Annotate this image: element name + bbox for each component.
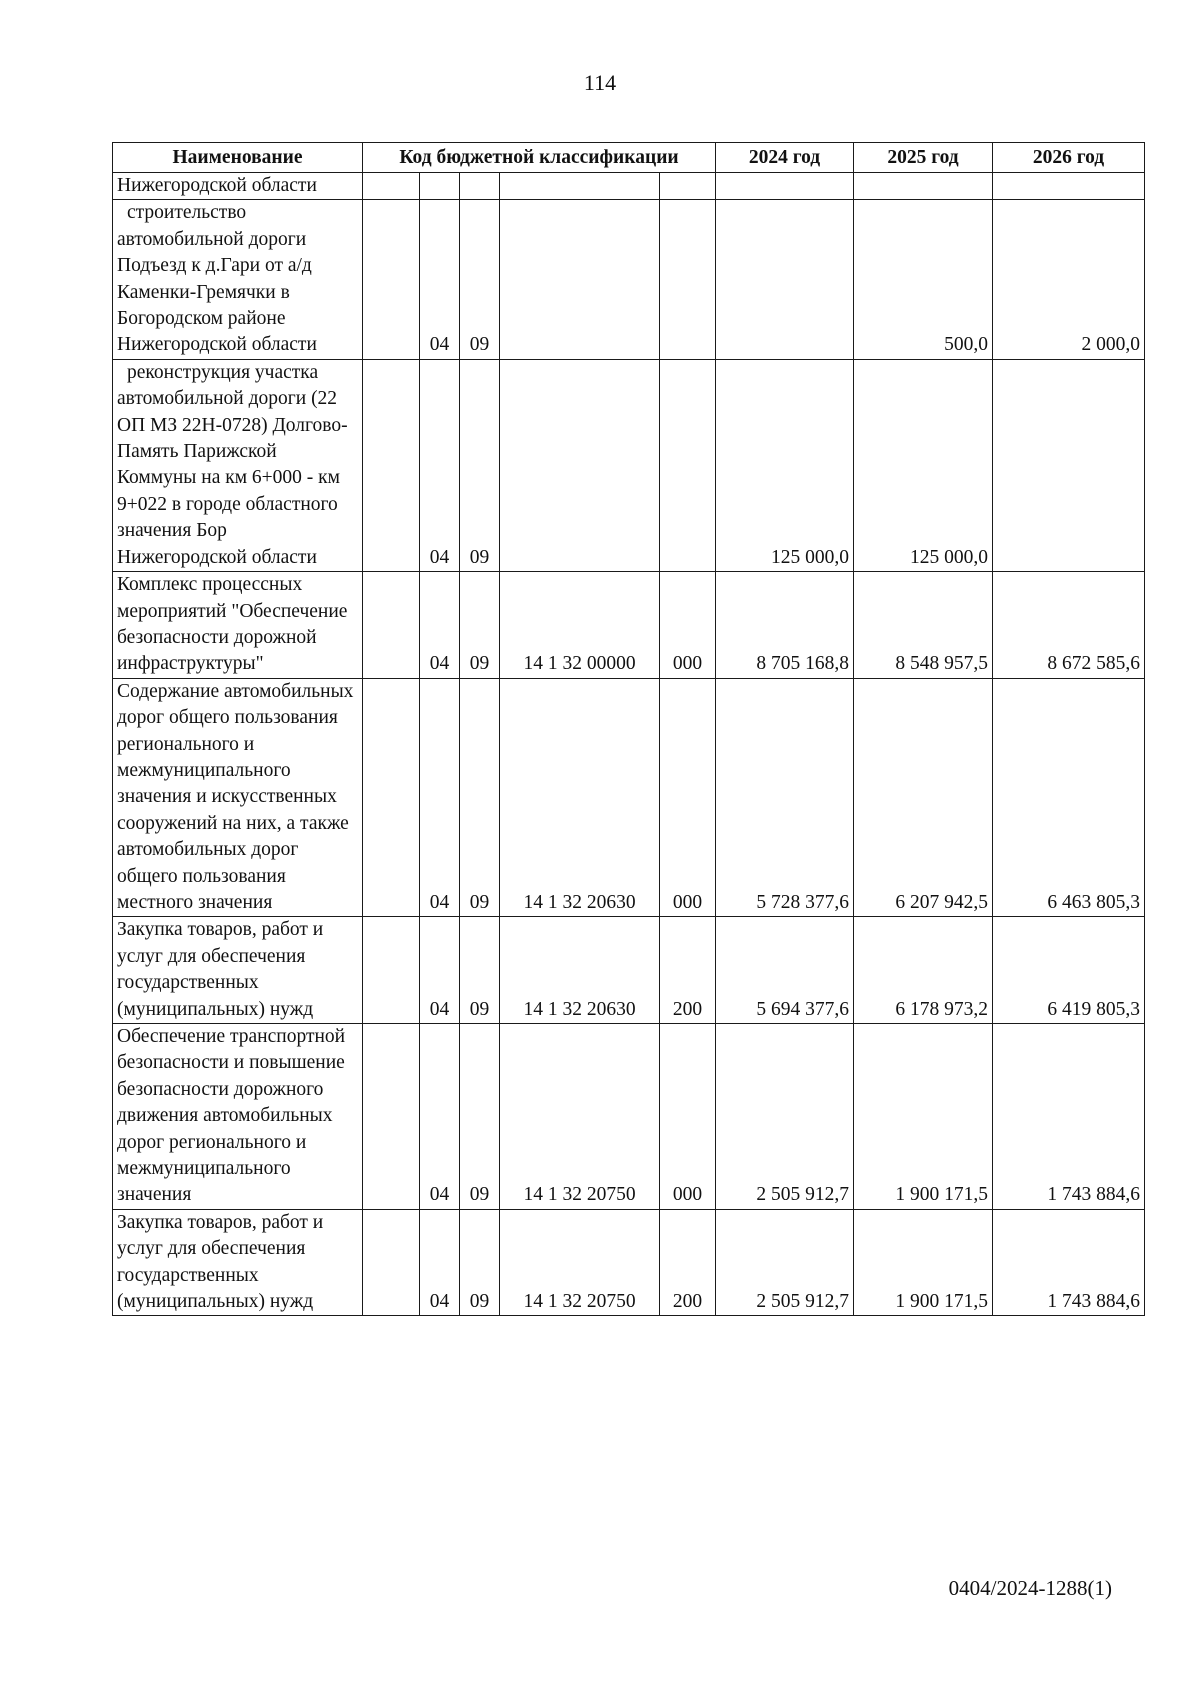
value-2024: 8 705 168,8 — [716, 572, 854, 679]
value-2026: 6 463 805,3 — [993, 678, 1145, 917]
code-part-1 — [363, 200, 420, 359]
code-subsection: 09 — [460, 1209, 500, 1316]
code-expense-type: 200 — [660, 1209, 716, 1316]
value-2025: 125 000,0 — [854, 359, 993, 571]
value-2025: 500,0 — [854, 200, 993, 359]
value-2024 — [716, 200, 854, 359]
header-code: Код бюджетной классификации — [363, 143, 716, 173]
row-name: строительство автомобильной дороги Подъезд к д.Гари от а/д Каменки-Гремячки в Богородском районе Нижегородской области — [113, 200, 363, 359]
row-name: Нижегородской области — [113, 173, 363, 200]
value-2026 — [993, 173, 1145, 200]
code-section: 04 — [420, 572, 460, 679]
header-2025: 2025 год — [854, 143, 993, 173]
value-2025 — [854, 173, 993, 200]
code-section: 04 — [420, 917, 460, 1024]
table-row — [113, 678, 1145, 917]
table-row — [113, 1209, 1145, 1316]
document-code: 0404/2024-1288(1) — [948, 1576, 1112, 1600]
code-section: 04 — [420, 1024, 460, 1210]
value-2024: 5 728 377,6 — [716, 678, 854, 917]
code-expense-type: 200 — [660, 917, 716, 1024]
row-name: Содержание автомобильных дорог общего пользования регионального и межмуниципального значения и искусственных сооружений на них, а также автомобильных дорог общего пользования местного значения — [113, 678, 363, 917]
code-expense-type — [660, 173, 716, 200]
code-section: 04 — [420, 200, 460, 359]
code-part-1 — [363, 1024, 420, 1210]
code-subsection: 09 — [460, 917, 500, 1024]
code-target-article — [500, 173, 660, 200]
value-2024: 5 694 377,6 — [716, 917, 854, 1024]
code-section: 04 — [420, 359, 460, 571]
code-target-article: 14 1 32 00000 — [500, 572, 660, 679]
code-part-1 — [363, 359, 420, 571]
code-subsection: 09 — [460, 678, 500, 917]
code-expense-type: 000 — [660, 678, 716, 917]
budget-table — [112, 142, 1145, 1316]
value-2025: 6 178 973,2 — [854, 917, 993, 1024]
table-row — [113, 1024, 1145, 1210]
header-2026: 2026 год — [993, 143, 1145, 173]
table-row — [113, 917, 1145, 1024]
table-row — [113, 359, 1145, 571]
code-section: 04 — [420, 678, 460, 917]
value-2026: 1 743 884,6 — [993, 1209, 1145, 1316]
code-part-1 — [363, 1209, 420, 1316]
code-subsection — [460, 173, 500, 200]
code-part-1 — [363, 917, 420, 1024]
header-name: Наименование — [113, 143, 363, 173]
row-name: Закупка товаров, работ и услуг для обеспечения государственных (муниципальных) нужд — [113, 1209, 363, 1316]
table-row — [113, 572, 1145, 679]
row-name: Закупка товаров, работ и услуг для обеспечения государственных (муниципальных) нужд — [113, 917, 363, 1024]
code-target-article: 14 1 32 20630 — [500, 917, 660, 1024]
code-section: 04 — [420, 1209, 460, 1316]
value-2025: 6 207 942,5 — [854, 678, 993, 917]
value-2025: 8 548 957,5 — [854, 572, 993, 679]
table-row — [113, 173, 1145, 200]
value-2026 — [993, 359, 1145, 571]
code-expense-type — [660, 359, 716, 571]
code-target-article: 14 1 32 20750 — [500, 1024, 660, 1210]
page-number: 114 — [583, 70, 617, 95]
value-2024: 2 505 912,7 — [716, 1209, 854, 1316]
code-part-1 — [363, 572, 420, 679]
code-subsection: 09 — [460, 359, 500, 571]
code-subsection: 09 — [460, 572, 500, 679]
code-target-article — [500, 200, 660, 359]
table-row — [113, 200, 1145, 359]
value-2024: 2 505 912,7 — [716, 1024, 854, 1210]
code-part-1 — [363, 678, 420, 917]
code-subsection: 09 — [460, 200, 500, 359]
code-expense-type: 000 — [660, 1024, 716, 1210]
code-target-article: 14 1 32 20750 — [500, 1209, 660, 1316]
row-name: реконструкция участка автомобильной дороги (22 ОП МЗ 22Н-0728) Долгово-Память Парижской Коммуны на км 6+000 - км 9+022 в городе областного значения Бор Нижегородской области — [113, 359, 363, 571]
code-expense-type — [660, 200, 716, 359]
value-2026: 2 000,0 — [993, 200, 1145, 359]
row-name: Комплекс процессных мероприятий "Обеспечение безопасности дорожной инфраструктуры" — [113, 572, 363, 679]
value-2026: 8 672 585,6 — [993, 572, 1145, 679]
table-header-row — [113, 143, 1145, 173]
value-2025: 1 900 171,5 — [854, 1024, 993, 1210]
header-2024: 2024 год — [716, 143, 854, 173]
value-2025: 1 900 171,5 — [854, 1209, 993, 1316]
row-name: Обеспечение транспортной безопасности и повышение безопасности дорожного движения автомобильных дорог регионального и межмуниципального значения — [113, 1024, 363, 1210]
code-target-article — [500, 359, 660, 571]
code-section — [420, 173, 460, 200]
code-subsection: 09 — [460, 1024, 500, 1210]
value-2026: 6 419 805,3 — [993, 917, 1145, 1024]
value-2024 — [716, 173, 854, 200]
value-2026: 1 743 884,6 — [993, 1024, 1145, 1210]
value-2024: 125 000,0 — [716, 359, 854, 571]
code-part-1 — [363, 173, 420, 200]
code-expense-type: 000 — [660, 572, 716, 679]
code-target-article: 14 1 32 20630 — [500, 678, 660, 917]
